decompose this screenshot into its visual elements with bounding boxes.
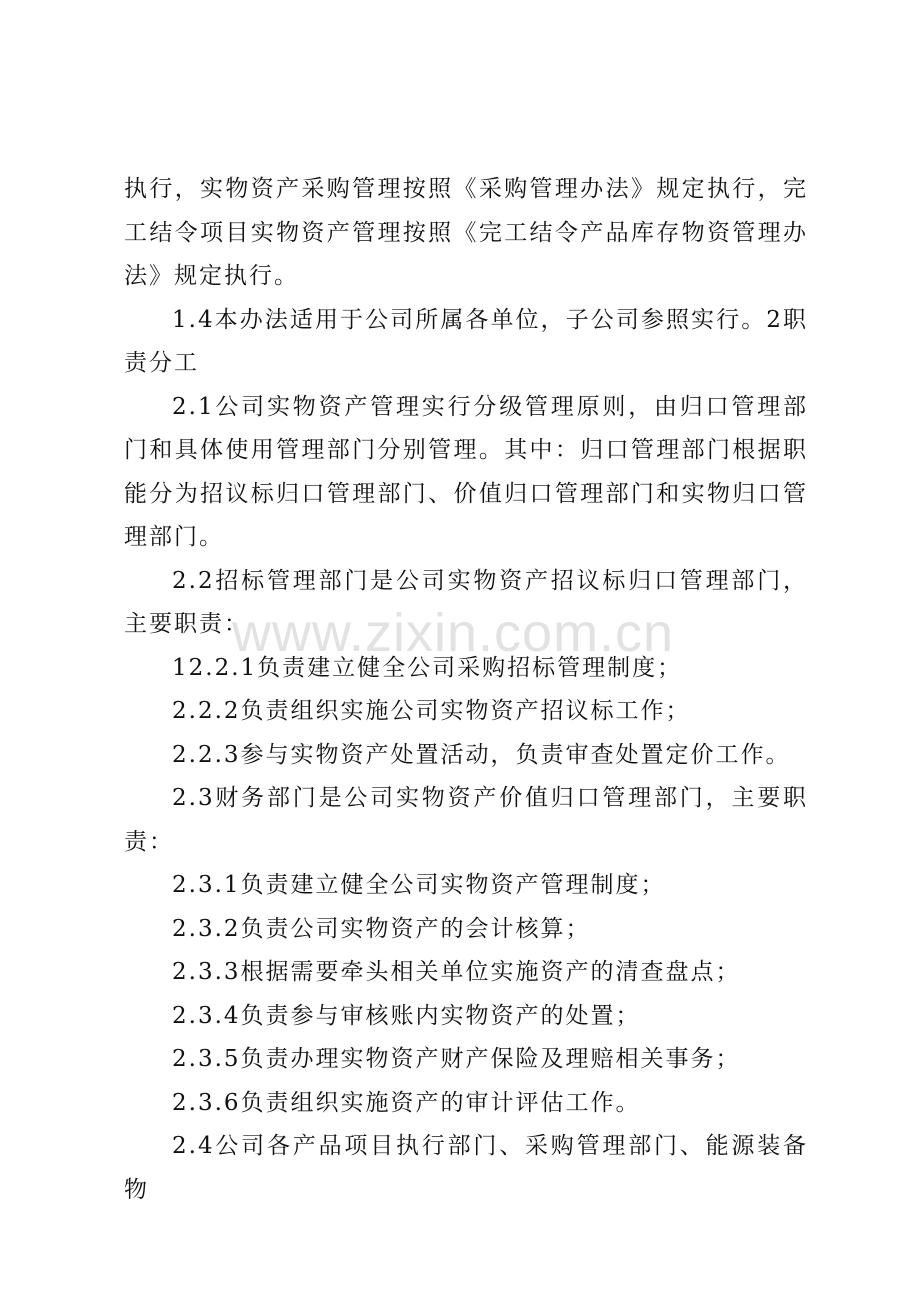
paragraph-2-3-6: 2.3.6负责组织实施资产的审计评估工作。 [172, 1089, 641, 1116]
paragraph-2-2-2: 2.2.2负责组织实施公司实物资产招议标工作； [172, 698, 691, 724]
paragraph-2-1: 2.1公司实物资产管理实行分级管理原则，由归口管理部门和具体使用管理部门分别管理。其中：归口管理部门根据职能分为招议标归口管理部门、价值归口管理部门和实物归口管理部门。 [124, 393, 808, 550]
paragraph-2-3-4: 2.3.4负责参与审核账内实物资产的处置； [172, 1002, 641, 1029]
paragraph-2-2: 2.2招标管理部门是公司实物资产招议标归口管理部门，主要职责： [124, 567, 808, 637]
paragraph-2-3-3: 2.3.3根据需要牵头相关单位实施资产的清查盘点； [172, 959, 741, 985]
watermark: www.zixin.com.cn [232, 603, 675, 663]
paragraph-continuation: 执行，实物资产采购管理按照《采购管理办法》规定执行，完工结令项目实物资产管理按照《完工结令产品库存物资管理办法》规定执行。 [124, 176, 808, 289]
paragraph-2-3-5: 2.3.5负责办理实物资产财产保险及理赔相关事务； [172, 1046, 741, 1072]
paragraph-2-3: 2.3财务部门是公司实物资产价值归口管理部门，主要职责： [124, 785, 808, 855]
paragraph-2-3-1: 2.3.1负责建立健全公司实物资产管理制度； [172, 872, 666, 898]
document-body [124, 168, 808, 1212]
paragraph-2-2-1: 12.2.1负责建立健全公司采购招标管理制度； [172, 654, 683, 681]
paragraph-2-3-2: 2.3.2负责公司实物资产的会计核算； [172, 915, 591, 942]
paragraph-2-4: 2.4公司各产品项目执行部门、采购管理部门、能源装备物 [124, 1133, 808, 1203]
paragraph-1-4: 1.4本办法适用于公司所属各单位，子公司参照实行。2职责分工 [124, 306, 808, 376]
paragraph-2-2-3: 2.2.3参与实物资产处置活动，负责审查处置定价工作。 [172, 741, 791, 768]
